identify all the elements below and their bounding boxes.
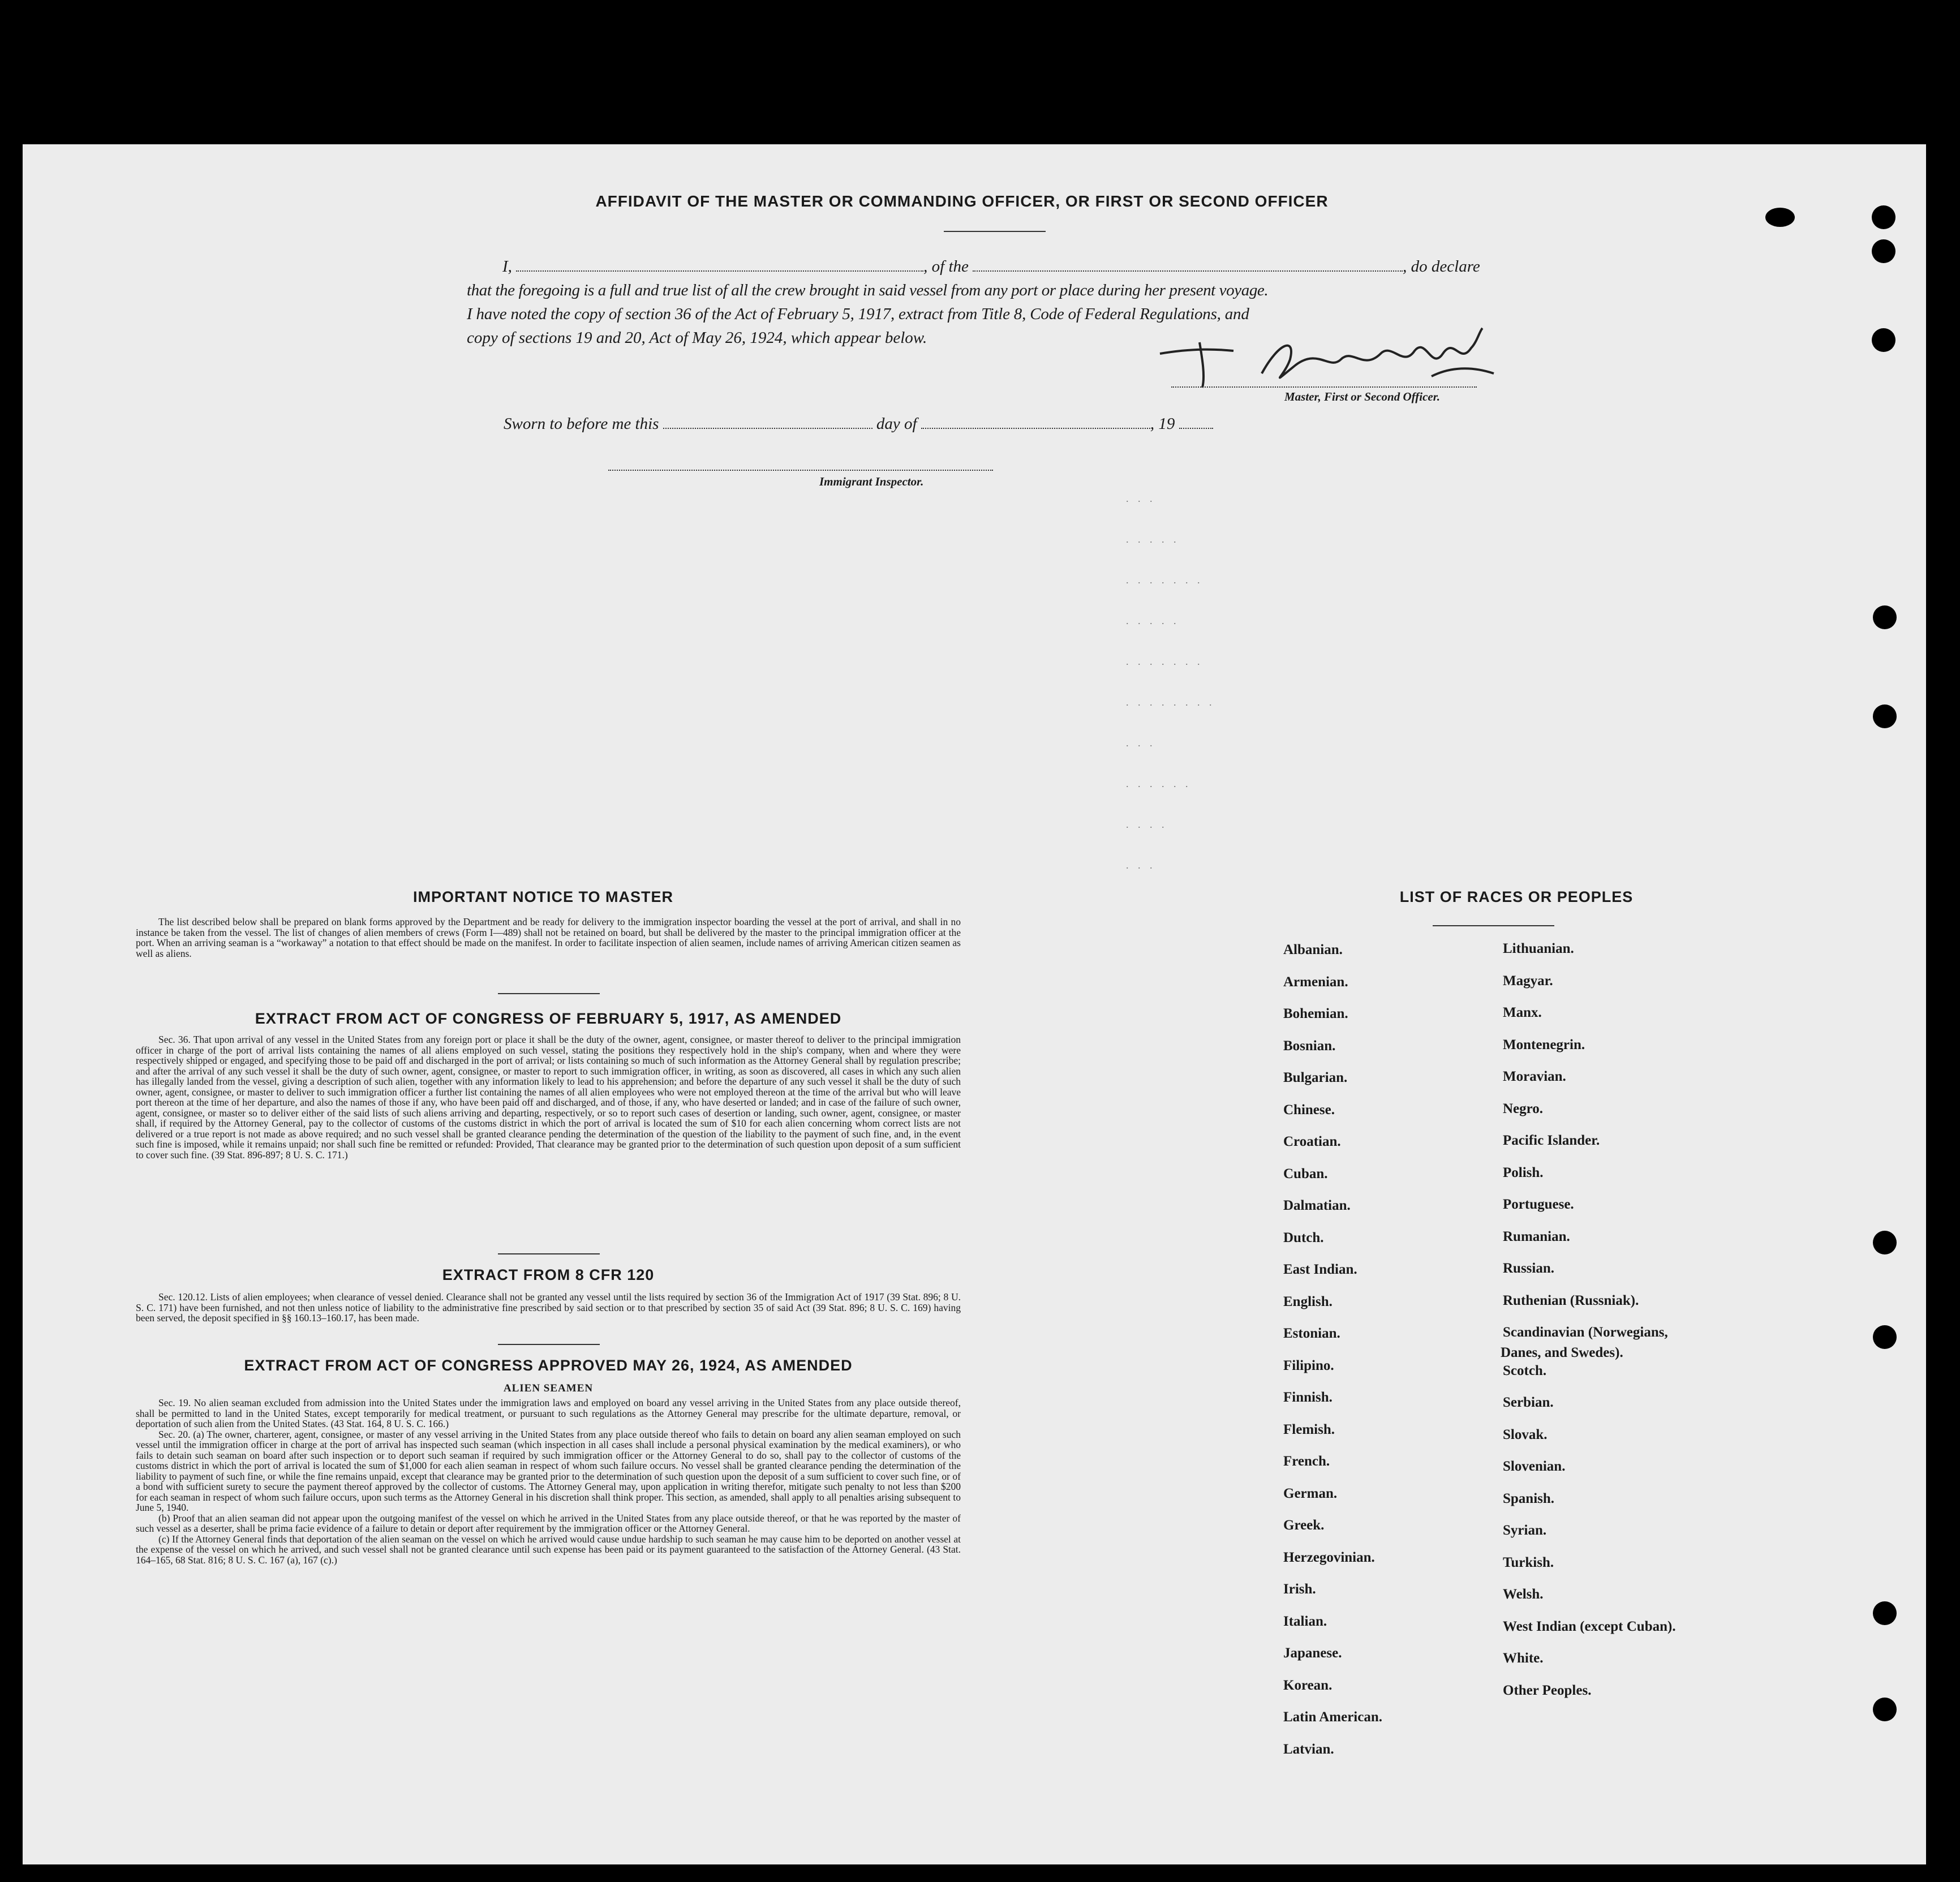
declaration-line-2: that the foregoing is a full and true list of all the crew brought in said vessel from any port or place during her present voyage. <box>467 281 1269 299</box>
race-item: French. <box>1283 1454 1330 1469</box>
race-item: Bohemian. <box>1283 1006 1348 1021</box>
race-item: Italian. <box>1283 1613 1327 1629</box>
extract-1917-title: EXTRACT FROM ACT OF CONGRESS OF FEBRUARY 5, 1917, AS AMENDED <box>255 1010 842 1027</box>
race-item: Polish. <box>1503 1165 1544 1180</box>
races-divider <box>1433 925 1554 926</box>
declaration-end: , do declare <box>1403 257 1480 276</box>
race-item: Serbian. <box>1503 1395 1554 1411</box>
race-item: Irish. <box>1283 1582 1316 1597</box>
race-item: English. <box>1283 1294 1333 1309</box>
race-item: Ruthenian (Russniak). <box>1503 1292 1639 1308</box>
race-item: Cuban. <box>1283 1166 1328 1181</box>
inspector-line <box>608 470 993 471</box>
punch-hole <box>1873 1698 1897 1721</box>
race-item: Magyar. <box>1503 973 1553 989</box>
alien-seamen-subtitle: ALIEN SEAMEN <box>503 1382 594 1394</box>
sworn-line <box>504 415 1213 433</box>
sec-19-paragraph: Sec. 19. No alien seaman excluded from admission into the United States under the immigration laws and employed on board any vessel arriving in the United States from any place outside thereof, shall be permitted to land in the United States, except temporarily for medical treatment, or pursuant to such regulations as the Attorney General may prescribe for the ultimate departure, removal, or deportation of such alien from the United States. (43 Stat. 164, 8 U. S. C. 166.) <box>136 1397 961 1429</box>
race-item: Montenegrin. <box>1503 1037 1585 1052</box>
race-item: Albanian. <box>1283 942 1343 957</box>
extract-1924-text <box>136 1398 961 1565</box>
punch-hole <box>1872 239 1895 263</box>
extract-cfr-divider <box>498 1344 600 1345</box>
race-item: Rumanian. <box>1503 1228 1570 1244</box>
race-item: Scandinavian (Norwegians, <box>1503 1325 1668 1340</box>
race-item: Dutch. <box>1283 1230 1324 1245</box>
ink-blot <box>1765 208 1795 227</box>
document-page <box>23 144 1926 1864</box>
race-item: Manx. <box>1503 1005 1542 1020</box>
notice-text: The list described below shall be prepared on blank forms approved by the Department and be ready for delivery to the immigration inspector boarding the vessel at the port of arrival, and shall in no instance be taken from the vessel. The list of changes of alien members of crews (Form I—489) shall not be retained on board, but shall be delivered by the master to the principal immigration officer at the port. When an arriving seaman is a “workaway” a notation to that effect should be made on the manifest. In order to facilitate inspection of alien seamen, include names of arriving American citizen seamen as well as aliens. <box>136 916 961 959</box>
affidavit-title: AFFIDAVIT OF THE MASTER OR COMMANDING OFFICER, OR FIRST OR SECOND OFFICER <box>595 192 1329 210</box>
sworn-month-field[interactable] <box>921 415 1150 429</box>
extract-cfr-title: EXTRACT FROM 8 CFR 120 <box>442 1266 655 1283</box>
race-item: Croatian. <box>1283 1134 1341 1149</box>
race-item: German. <box>1283 1485 1338 1501</box>
sworn-day-field[interactable] <box>663 415 872 429</box>
race-item: White. <box>1503 1651 1544 1666</box>
signature-line <box>1171 386 1477 388</box>
sworn-year-label: , 19 <box>1150 415 1175 433</box>
extract-1917-divider <box>498 1253 600 1254</box>
race-item: Negro. <box>1503 1101 1544 1116</box>
race-item: Herzegovinian. <box>1283 1549 1375 1565</box>
signature-label: Master, First or Second Officer. <box>1284 390 1440 403</box>
notice-divider <box>498 993 600 994</box>
race-item: Japanese. <box>1283 1645 1342 1661</box>
declaration-of-the: , of the <box>923 257 969 276</box>
declaration-line-3: I have noted the copy of section 36 of the Act of February 5, 1917, extract from Title 8, Code of Federal Regulations, and <box>467 305 1249 323</box>
race-item: East Indian. <box>1283 1262 1357 1277</box>
race-item: Moravian. <box>1503 1069 1566 1084</box>
race-item: Turkish. <box>1503 1554 1554 1570</box>
race-item: Flemish. <box>1283 1421 1335 1437</box>
race-item: Welsh. <box>1503 1587 1544 1602</box>
sec-20c-paragraph: (c) If the Attorney General finds that deportation of the alien seaman on the vessel on which he arrived would cause undue hardship to such seaman he may cause him to be deported on another vessel at the expense of the vessel on which he arrived, and such vessel shall not be granted clearance until such expense has been paid or its payment guaranteed to the satisfaction of the Attorney General. (43 Stat. 164–165, 68 Stat. 816; 8 U. S. C. 167 (a), 167 (c).) <box>136 1533 961 1566</box>
punch-hole <box>1873 1231 1897 1254</box>
race-item: Chinese. <box>1283 1102 1335 1118</box>
punch-hole <box>1873 1325 1897 1349</box>
race-item: Syrian. <box>1503 1523 1547 1539</box>
declaration-i: I, <box>502 257 512 276</box>
race-item: Estonian. <box>1283 1326 1340 1341</box>
race-item: Spanish. <box>1503 1490 1555 1506</box>
race-item: Other Peoples. <box>1503 1682 1592 1698</box>
race-item: Finnish. <box>1283 1390 1333 1405</box>
punch-hole <box>1872 205 1895 229</box>
sec-20b-paragraph: (b) Proof that an alien seaman did not appear upon the outgoing manifest of the vessel on which he arrived in the United States from any place outside thereof, or that he was reported by the master of such vessel as a deserter, shall be prima facie evidence of a failure to detain or deport after requirement by the immigration officer or the Attorney General. <box>136 1512 961 1534</box>
extract-cfr-text: Sec. 120.12. Lists of alien employees; when clearance of vessel denied. Clearance shall not be granted any vessel until the lists required by section 36 of the Immigration Act of 1917 (39 Stat. 896; 8 U. S. C. 171) have been furnished, and not then unless notice of liability to the administrative fine prescribed by said section or to that prescribed by section 35 of said Act (39 Stat. 896; 8 U. S. C. 169) having been served, the deposit specified in §§ 160.13–160.17, has been made. <box>136 1291 961 1324</box>
race-item: Bosnian. <box>1283 1038 1336 1054</box>
extract-1917-text: Sec. 36. That upon arrival of any vessel in the United States from any foreign port or place it shall be the duty of the owner, agent, consignee, or master thereof to deliver to the principal immigration officer in charge of the port of arrival lists containing the names of all aliens employed on such vessel, stating the positions they respectively hold in the ship's company, when and where they were respectively shipped or engaged, and specifying those to be paid off and discharged in the port of arrival; or lists containing so much of such information as the Attorney General shall by regulation prescribe; and after the arrival of any such vessel it shall be the duty of such owner, agent, consignee, or master to report to such immigration officer, in writing, as soon as discovered, all cases in which any such alien has illegally landed from the vessel, giving a description of such alien, together with any information likely to lead to his apprehension; and before the departure of any such vessel it shall be the duty of such owner, agent, consignee, or master to deliver to such immigration officer a further list containing the names of all alien employees who were not employed thereon at the time of the arrival but who will leave port thereon at the time of her departure, and also the names of those if any, who have been paid off and discharged, and of those, if any, who have deserted or landed; and in case of the failure of such owner, agent, consignee, or master so to deliver either of the said lists of such aliens arriving and departing, respectively, or so to report such cases of desertion or landing, such owner, agent, consignee, or master shall, if required by the Attorney General, pay to the collector of customs of the customs district in which the port of arrival is located the sum of $10 for each alien concerning whom correct lists are not delivered or a true report is not made as above required; and no such vessel shall be granted clearance pending the determination of the question of the liability to the payment of such fine, and, in the event such fine is imposed, while it remains unpaid; nor shall such fine be remitted or refunded: Provided, That clearance may be granted prior to the determination of such question upon deposit of a sum sufficient to cover such fine. (39 Stat. 896-897; 8 U. S. C. 171.) <box>136 1034 961 1161</box>
race-item: Greek. <box>1283 1518 1325 1533</box>
declaration-line-4: copy of sections 19 and 20, Act of May 26, 1924, which appear below. <box>467 329 927 347</box>
declaration-line-1 <box>502 257 1480 276</box>
race-item: Armenian. <box>1283 974 1348 990</box>
race-item: Lithuanian. <box>1503 941 1574 956</box>
sworn-year-field[interactable] <box>1179 415 1213 429</box>
name-field[interactable] <box>516 258 923 272</box>
race-item: Russian. <box>1503 1261 1555 1276</box>
inspector-label: Immigrant Inspector. <box>819 475 924 488</box>
race-item: Filipino. <box>1283 1357 1334 1373</box>
punch-hole <box>1873 1601 1897 1625</box>
race-item-scandinavian-cont: Danes, and Swedes). <box>1501 1345 1623 1360</box>
race-item: Pacific Islander. <box>1503 1133 1600 1148</box>
sec-20a-paragraph: Sec. 20. (a) The owner, charterer, agent, consignee, or master of any vessel arriving in the United States from any place outside thereof who fails to detain on board any alien seaman employed on such vessel until the immigration officer in charge at the port of arrival has inspected such seaman (which inspection in all cases shall include a personal physical examination by the medical examiners), or who fails to detain such seaman on board after such inspection or to deport such seaman if required by such immigration officer or the Attorney General to do so, shall pay to the collector of customs of the customs district in which the port of arrival is located the sum of $1,000 for each alien seaman in respect of whom such failure occurs. No vessel shall be granted clearance pending the determination of the liability to payment of such fine, or while the fine remains unpaid, except that clearance may be granted prior to the determination of such question upon the deposit of a sum sufficient to cover such fine, or of a bond with sufficient surety to secure the payment thereof approved by the collector of customs. The Attorney General may, upon application in writing therefor, mitigate such penalty to not less than $200 for each seaman in respect of whom such failure occurs, upon such terms as the Attorney General in his discretion shall think proper. This section, as amended, shall apply to all penalties arising subsequent to June 5, 1940. <box>136 1428 961 1513</box>
vessel-field[interactable] <box>973 258 1403 272</box>
notice-title: IMPORTANT NOTICE TO MASTER <box>413 888 673 905</box>
races-title: LIST OF RACES OR PEOPLES <box>1399 888 1634 905</box>
race-item: Scotch. <box>1503 1363 1547 1378</box>
race-item: Latin American. <box>1283 1709 1382 1725</box>
race-item: Slovak. <box>1503 1426 1548 1442</box>
sworn-day-label: day of <box>876 415 917 433</box>
race-item: Portuguese. <box>1503 1197 1574 1212</box>
bleed-through-marks: . . . . . . . . . . . . . . . . . . . . . . . . . . . . . . . . . . . . . . . . . . . . . . . . . . . <box>1126 493 1215 871</box>
race-item: Slovenian. <box>1503 1459 1566 1475</box>
sworn-prefix: Sworn to before me this <box>504 415 659 433</box>
race-item: Korean. <box>1283 1677 1333 1693</box>
punch-hole <box>1873 605 1897 629</box>
race-item: Bulgarian. <box>1283 1070 1348 1085</box>
punch-hole <box>1872 328 1895 352</box>
punch-hole <box>1873 704 1897 728</box>
extract-1924-title: EXTRACT FROM ACT OF CONGRESS APPROVED MAY 26, 1924, AS AMENDED <box>244 1357 853 1374</box>
race-item: Latvian. <box>1283 1741 1334 1757</box>
race-item: Dalmatian. <box>1283 1198 1351 1213</box>
title-divider <box>944 231 1046 232</box>
race-item: West Indian (except Cuban). <box>1503 1618 1676 1634</box>
